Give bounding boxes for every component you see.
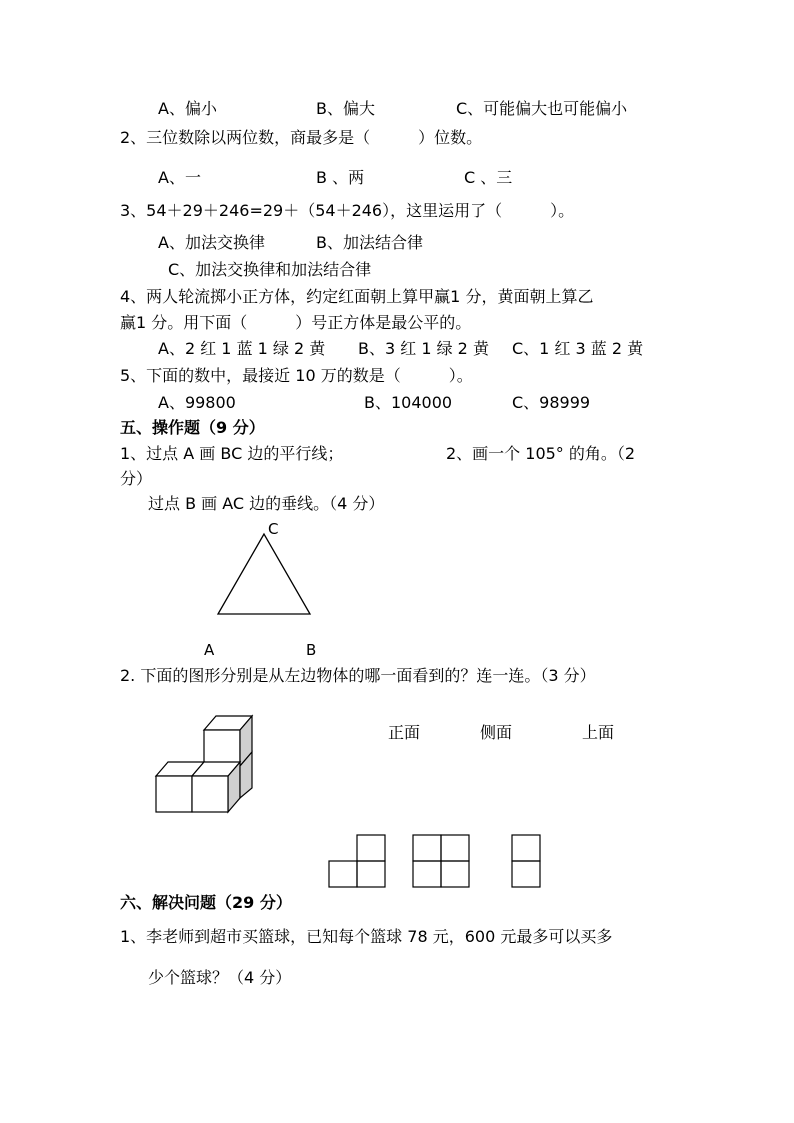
- option-b: B、偏大: [316, 99, 375, 118]
- task-1-line2: 过点 B 画 AC 边的垂线。（4 分）: [148, 494, 385, 513]
- view-shape-l: [329, 834, 389, 890]
- q4-option-c: C、1 红 3 蓝 2 黄: [512, 339, 644, 358]
- cube-stack-figure: [150, 712, 260, 817]
- q2-option-c: C 、三: [464, 168, 513, 187]
- view-label-front: 正面: [388, 723, 421, 742]
- section-6-heading: 六、解决问题（29 分）: [120, 893, 292, 912]
- question-4-line1: 4、两人轮流掷小正方体，约定红面朝上算甲赢1 分，黄面朝上算乙: [120, 287, 594, 306]
- triangle-figure: [214, 528, 314, 618]
- view-label-top: 上面: [582, 723, 615, 742]
- task-2: 2. 下面的图形分别是从左边物体的哪一面看到的？连一连。（3 分）: [120, 666, 596, 685]
- q5-option-b: B、104000: [364, 393, 453, 412]
- q3-option-a: A、加法交换律: [158, 233, 265, 252]
- problem-1-line1: 1、李老师到超市买篮球，已知每个篮球 78 元，600 元最多可以买多: [120, 927, 613, 946]
- section-5-heading: 五、操作题（9 分）: [120, 418, 265, 437]
- task-1-left: 1、过点 A 画 BC 边的平行线；: [120, 444, 344, 463]
- task-1-right: 2、画一个 105° 的角。（2: [446, 444, 636, 463]
- q4-option-a: A、2 红 1 蓝 1 绿 2 黄: [158, 339, 326, 358]
- view-shape-square: [413, 834, 473, 890]
- problem-1-line2: 少个篮球？（4 分）: [148, 968, 292, 987]
- q5-option-c: C、98999: [512, 393, 591, 412]
- question-5: 5、下面的数中，最接近 10 万的数是（ ）。: [120, 366, 473, 385]
- view-label-side: 侧面: [480, 723, 513, 742]
- task-1-wrap: 分）: [120, 469, 153, 488]
- q3-option-b: B、加法结合律: [316, 233, 423, 252]
- q2-option-b: B 、两: [316, 168, 365, 187]
- question-3: 3、54＋29＋246=29＋（54＋246），这里运用了（ ）。: [120, 201, 575, 220]
- vertex-c-label: C: [268, 520, 279, 538]
- q2-option-a: A、一: [158, 168, 201, 187]
- vertex-b-label: B: [306, 641, 317, 659]
- q3-option-c: C、加法交换律和加法结合律: [168, 260, 372, 279]
- q5-option-a: A、99800: [158, 393, 236, 412]
- vertex-a-label: A: [204, 641, 215, 659]
- question-2: 2、三位数除以两位数，商最多是（ ）位数。: [120, 128, 483, 147]
- option-c: C、可能偏大也可能偏小: [456, 99, 628, 118]
- question-4-line2: 赢1 分。用下面（ ）号正方体是最公平的。: [120, 313, 472, 332]
- view-shape-column: [512, 834, 544, 890]
- option-a: A、偏小: [158, 99, 217, 118]
- q4-option-b: B、3 红 1 绿 2 黄: [358, 339, 489, 358]
